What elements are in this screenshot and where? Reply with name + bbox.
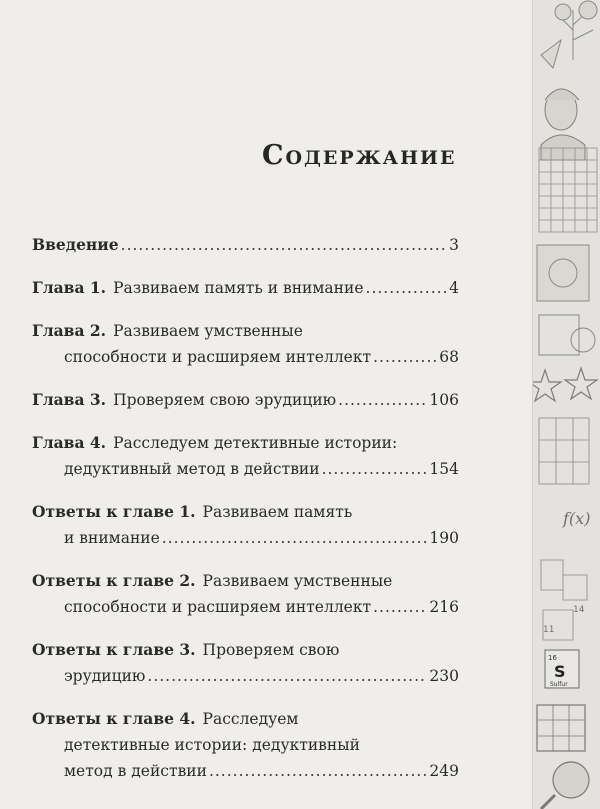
toc-entry-title: Проверяем свою эрудицию xyxy=(113,391,337,409)
toc-entry-line xyxy=(32,430,459,456)
toc-entry-title: Расследуем детективные истории: xyxy=(113,434,398,452)
dot-leader xyxy=(373,344,437,370)
margin-illustrations xyxy=(533,0,600,809)
toc-entry-title: Проверяем свою xyxy=(202,641,340,659)
dot-leader xyxy=(147,663,427,689)
toc-entry xyxy=(32,430,459,482)
sulfur-number: 16 xyxy=(548,654,557,662)
dot-leader xyxy=(121,232,447,258)
toc-entry-line xyxy=(32,344,459,370)
toc-entry xyxy=(32,232,459,258)
toc-entry-label: Глава 4. xyxy=(32,433,107,452)
table-of-contents xyxy=(32,232,459,801)
toc-entry-line xyxy=(32,758,459,784)
toc-entry-line xyxy=(32,594,459,620)
toc-entry-title: эрудицию xyxy=(64,667,146,685)
dot-leader xyxy=(373,594,427,620)
toc-page-number: 249 xyxy=(429,762,459,780)
toc-entry xyxy=(32,318,459,370)
toc-page-number: 190 xyxy=(429,529,459,547)
toc-entry-line xyxy=(32,232,459,258)
toc-page-number: 154 xyxy=(429,460,459,478)
tree-icon xyxy=(541,1,597,68)
dot-leader xyxy=(162,525,428,551)
toc-entry-line xyxy=(32,275,459,301)
toc-page-number: 106 xyxy=(429,391,459,409)
toc-entry-line xyxy=(32,663,459,689)
sulfur-symbol: S xyxy=(554,662,566,681)
puzzle-grid-icon xyxy=(537,245,595,355)
toc-entry-title: метод в действии xyxy=(64,762,207,780)
toc-entry-title: способности и расширяем интеллект xyxy=(64,348,372,366)
toc-entry-line xyxy=(32,456,459,482)
toc-entry-title: Расследуем xyxy=(202,710,299,728)
toc-entry-label: Введение xyxy=(32,235,119,254)
grid-number-2: 14 xyxy=(573,605,585,615)
toc-page-number: 68 xyxy=(439,348,459,366)
toc-entry-label: Глава 1. xyxy=(32,278,107,297)
toc-entry-title: Развиваем память xyxy=(202,503,353,521)
toc-entry-label: Ответы к главе 2. xyxy=(32,571,196,590)
toc-entry xyxy=(32,637,459,689)
dot-leader xyxy=(366,275,448,301)
dot-leader xyxy=(209,758,427,784)
toc-entry-label: Глава 2. xyxy=(32,321,107,340)
toc-entry xyxy=(32,387,459,413)
grid-number-1: 11 xyxy=(543,625,555,635)
star-icon xyxy=(533,368,597,401)
margin-illustration-strip xyxy=(532,0,600,809)
toc-entry-title: дедуктивный метод в действии xyxy=(64,460,320,478)
toc-entry xyxy=(32,568,459,620)
toc-page-number: 3 xyxy=(449,236,459,254)
toc-entry xyxy=(32,706,459,784)
magnifier-icon xyxy=(537,705,589,809)
toc-entry-line xyxy=(32,568,459,594)
letter-grid-icon xyxy=(539,148,597,232)
toc-entry-label: Ответы к главе 3. xyxy=(32,640,196,659)
toc-entry-line xyxy=(32,525,459,551)
toc-entry-title: и внимание xyxy=(64,529,160,547)
toc-entry-line xyxy=(32,387,459,413)
toc-page-number: 230 xyxy=(429,667,459,685)
toc-entry-title: детективные истории: дедуктивный xyxy=(64,736,360,754)
dot-leader xyxy=(322,456,428,482)
toc-entry-line xyxy=(32,318,459,344)
toc-entry-label: Глава 3. xyxy=(32,390,107,409)
toc-entry-title: способности и расширяем интеллект xyxy=(64,598,372,616)
sulfur-name: Sulfur xyxy=(550,681,568,688)
toc-entry-title: Развиваем память и внимание xyxy=(113,279,364,297)
toc-entry-title: Развиваем умственные xyxy=(202,572,393,590)
toc-entry-line xyxy=(32,732,459,758)
toc-page-number: 4 xyxy=(449,279,459,297)
toc-entry-line xyxy=(32,499,459,525)
toc-page-number: 216 xyxy=(429,598,459,616)
toc-entry-label: Ответы к главе 1. xyxy=(32,502,196,521)
toc-entry xyxy=(32,499,459,551)
function-label: f(x) xyxy=(563,509,591,528)
toc-entry-line xyxy=(32,637,459,663)
dot-leader xyxy=(338,387,427,413)
toc-entry xyxy=(32,275,459,301)
toc-entry-label: Ответы к главе 4. xyxy=(32,709,196,728)
toc-entry-line xyxy=(32,706,459,732)
sulfur-tile-icon xyxy=(545,650,579,688)
page-title: Содержание xyxy=(262,140,457,171)
toc-entry-title: Развиваем умственные xyxy=(113,322,303,340)
